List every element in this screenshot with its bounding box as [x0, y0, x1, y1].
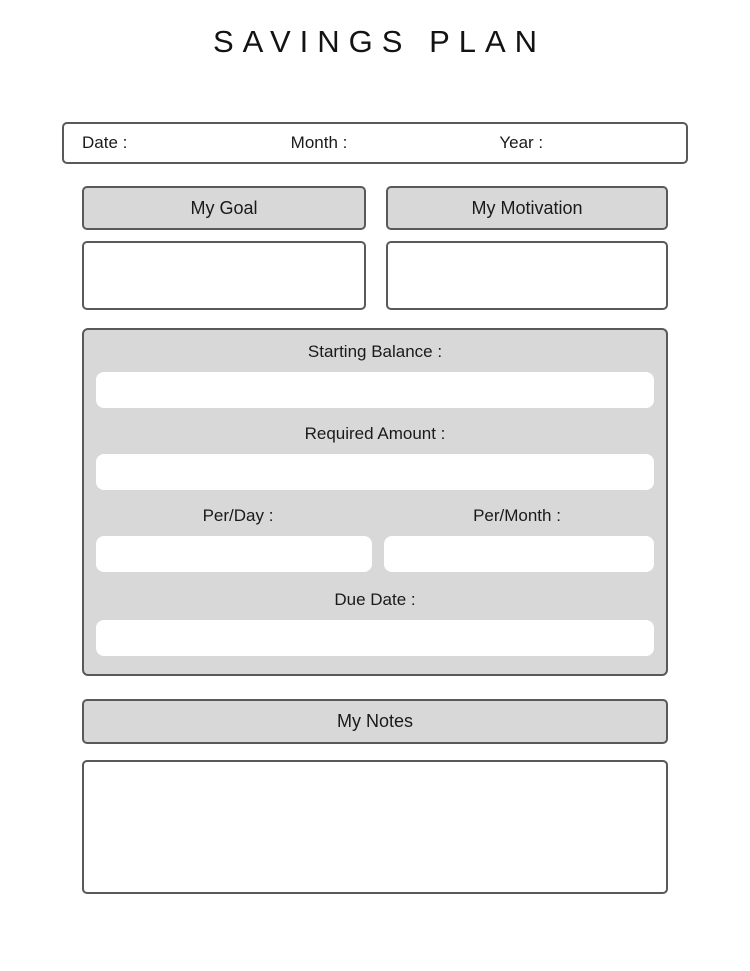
due-date-label: Due Date : [334, 590, 416, 609]
starting-balance-label: Starting Balance : [307, 342, 443, 361]
my-motivation-input[interactable] [386, 241, 668, 310]
year-label[interactable]: Year : [499, 133, 544, 152]
per-month-input[interactable] [384, 536, 654, 572]
required-amount-input[interactable] [96, 454, 654, 490]
page-title: SAVINGS PLAN [212, 24, 547, 59]
starting-balance-input[interactable] [96, 372, 654, 408]
per-month-label: Per/Month : [473, 506, 561, 525]
my-motivation-header [386, 186, 668, 230]
my-goal-header [82, 186, 366, 230]
per-day-input[interactable] [96, 536, 372, 572]
due-date-input[interactable] [96, 620, 654, 656]
savings-details-panel [82, 328, 668, 676]
my-notes-header-label: My Notes [336, 711, 414, 731]
month-label[interactable]: Month : [290, 133, 348, 152]
my-goal-header-label: My Goal [190, 197, 258, 218]
my-notes-header [82, 699, 668, 744]
required-amount-label: Required Amount : [304, 424, 446, 443]
my-notes-input[interactable] [82, 760, 668, 894]
per-day-label: Per/Day : [202, 506, 274, 525]
my-goal-input[interactable] [82, 241, 366, 310]
my-motivation-header-label: My Motivation [471, 197, 583, 218]
date-label[interactable]: Date : [82, 133, 128, 152]
